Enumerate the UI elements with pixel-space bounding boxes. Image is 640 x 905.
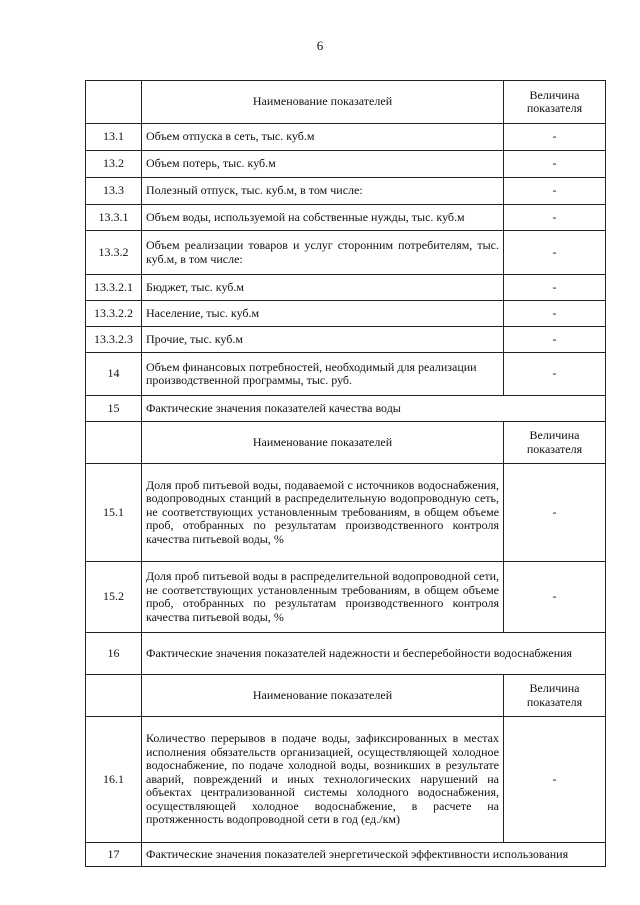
row-text: Население, тыс. куб.м — [142, 301, 504, 327]
header-num-cell — [86, 422, 142, 464]
section-number: 17 — [86, 843, 142, 867]
row-value: - — [504, 151, 606, 178]
row-number: 13.3.2 — [86, 231, 142, 275]
indicators-table — [85, 80, 606, 867]
header-name-cell: Наименование показателей — [142, 675, 504, 717]
section-row — [86, 396, 606, 422]
section-title: Фактические значения показателей качества воды — [142, 396, 606, 422]
table-row — [86, 205, 606, 231]
table-header-row — [86, 422, 606, 464]
section-number: 15 — [86, 396, 142, 422]
row-number: 15.2 — [86, 562, 142, 633]
header-num-cell — [86, 675, 142, 717]
section-row — [86, 633, 606, 675]
table-row — [86, 151, 606, 178]
table-row — [86, 562, 606, 633]
row-number: 13.3.2.2 — [86, 301, 142, 327]
row-text: Объем финансовых потребностей, необходимый для реализации производственной программы, тыс. руб. — [142, 353, 504, 396]
row-value: - — [504, 717, 606, 843]
table-row — [86, 717, 606, 843]
row-value: - — [504, 205, 606, 231]
row-number: 13.1 — [86, 124, 142, 151]
row-number: 16.1 — [86, 717, 142, 843]
row-number: 14 — [86, 353, 142, 396]
row-text: Доля проб питьевой воды, подаваемой с источников водоснабжения, водопроводных станций в распределительную водопроводную сеть, не соответствующих установленным требованиям, в общем объеме проб, отобранных по результатам производственного контроля качества питьевой воды, % — [142, 464, 504, 562]
row-value: - — [504, 124, 606, 151]
row-number: 15.1 — [86, 464, 142, 562]
table-row — [86, 327, 606, 353]
row-text: Объем потерь, тыс. куб.м — [142, 151, 504, 178]
row-value: - — [504, 231, 606, 275]
row-value: - — [504, 275, 606, 301]
row-value: - — [504, 327, 606, 353]
section-title: Фактические значения показателей энергетической эффективности использования — [142, 843, 606, 867]
row-text: Бюджет, тыс. куб.м — [142, 275, 504, 301]
row-value: - — [504, 353, 606, 396]
row-text: Количество перерывов в подаче воды, зафиксированных в местах исполнения обязательств организацией, осуществляющей холодное водоснабжение, по подаче холодной воды, возникших в результате аварий, повреждений и иных технологических нарушений на объектах централизованной системы холодного водоснабжения, осуществляющей холодное водоснабжение, в расчете на протяженность водопроводной сети в год (ед./км) — [142, 717, 504, 843]
row-value: - — [504, 301, 606, 327]
header-value-cell: Величина показателя — [504, 81, 606, 124]
table-row — [86, 275, 606, 301]
header-name-cell: Наименование показателей — [142, 422, 504, 464]
row-text: Прочие, тыс. куб.м — [142, 327, 504, 353]
table-header-row — [86, 81, 606, 124]
section-row — [86, 843, 606, 867]
header-value-cell: Величина показателя — [504, 422, 606, 464]
row-text: Объем воды, используемой на собственные нужды, тыс. куб.м — [142, 205, 504, 231]
header-value-cell: Величина показателя — [504, 675, 606, 717]
table-row — [86, 178, 606, 205]
header-name-cell: Наименование показателей — [142, 81, 504, 124]
row-number: 13.3.2.3 — [86, 327, 142, 353]
table-row — [86, 464, 606, 562]
row-number: 13.3.1 — [86, 205, 142, 231]
row-number: 13.3.2.1 — [86, 275, 142, 301]
page-number: 6 — [316, 38, 324, 53]
table-row — [86, 124, 606, 151]
row-text: Доля проб питьевой воды в распределительной водопроводной сети, не соответствующих установленным требованиям, в общем объеме проб, отобранных по результатам производственного контроля качества питьевой воды, % — [142, 562, 504, 633]
row-text: Полезный отпуск, тыс. куб.м, в том числе: — [142, 178, 504, 205]
row-number: 13.3 — [86, 178, 142, 205]
table-row — [86, 231, 606, 275]
row-text: Объем отпуска в сеть, тыс. куб.м — [142, 124, 504, 151]
row-value: - — [504, 562, 606, 633]
row-value: - — [504, 464, 606, 562]
section-title: Фактические значения показателей надежности и бесперебойности водоснабжения — [142, 633, 606, 675]
row-text: Объем реализации товаров и услуг сторонним потребителям, тыс. куб.м, в том числе: — [142, 231, 504, 275]
table-row — [86, 353, 606, 396]
table-header-row — [86, 675, 606, 717]
table-row — [86, 301, 606, 327]
row-value: - — [504, 178, 606, 205]
section-number: 16 — [86, 633, 142, 675]
row-number: 13.2 — [86, 151, 142, 178]
header-num-cell — [86, 81, 142, 124]
